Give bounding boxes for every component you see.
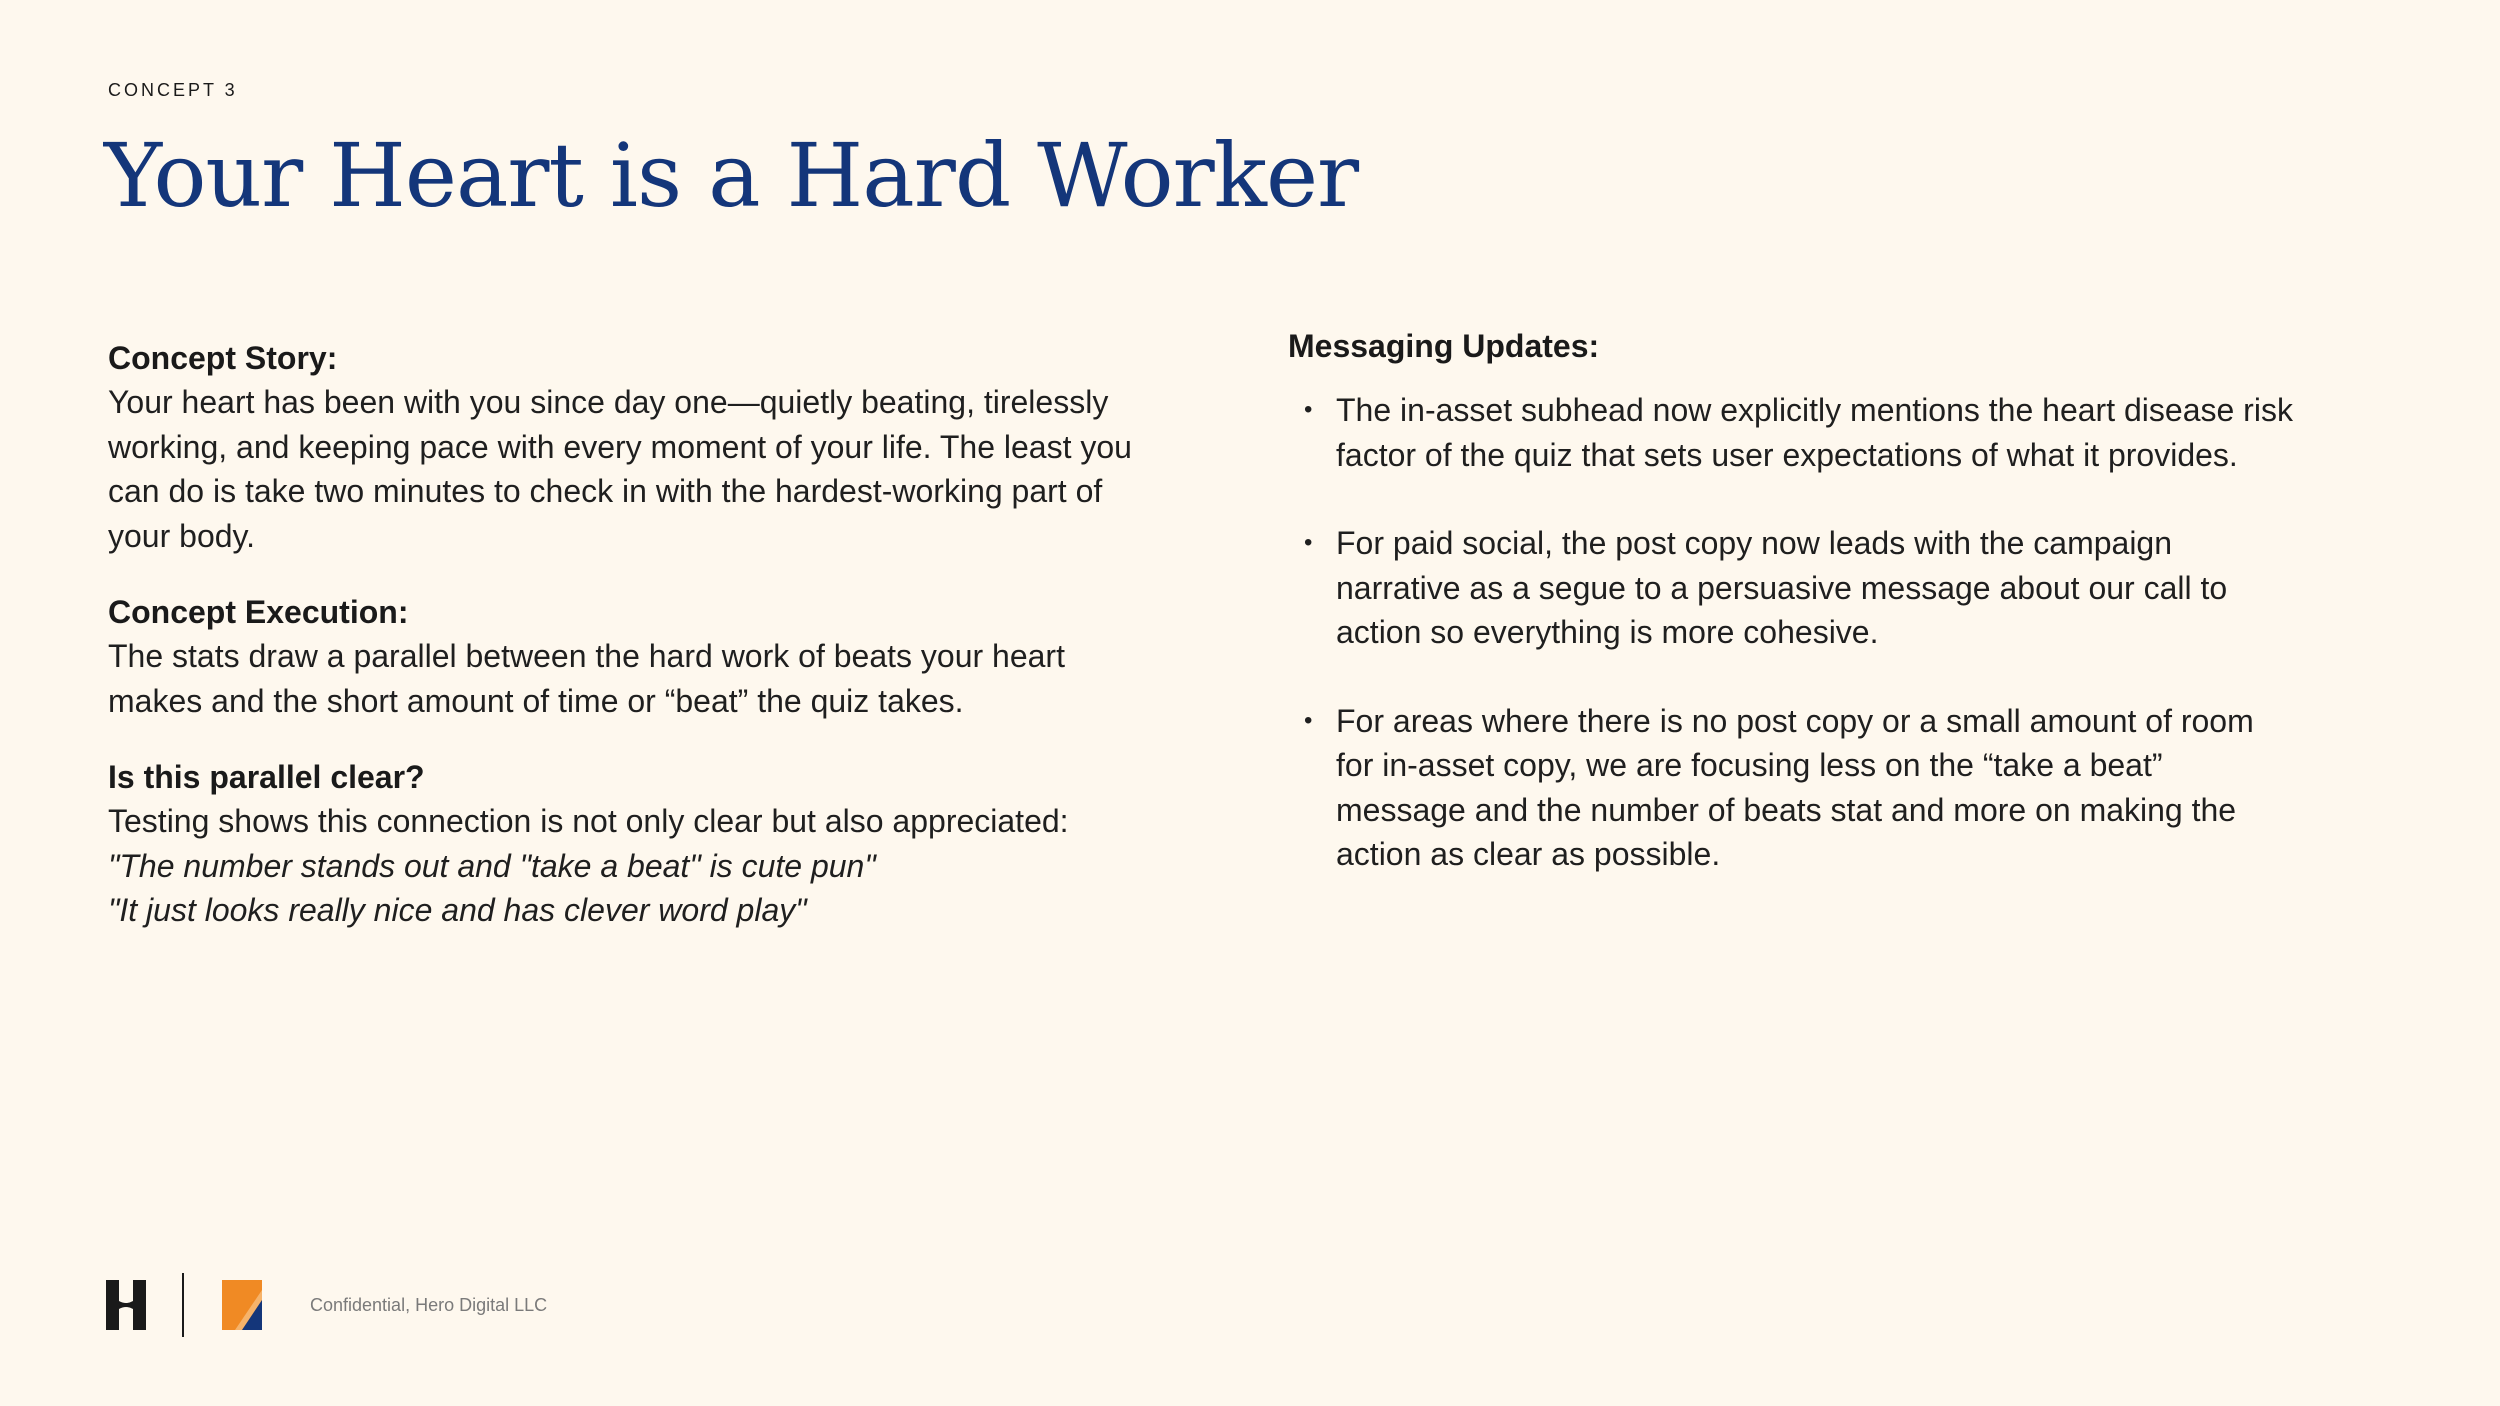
parallel-heading: Is this parallel clear? xyxy=(108,759,425,795)
concept-eyebrow: CONCEPT 3 xyxy=(108,80,238,100)
messaging-updates-heading: Messaging Updates: xyxy=(1288,328,1600,364)
testing-quote: "The number stands out and "take a beat" is cute pun" xyxy=(108,847,876,884)
list-item-text: For areas where there is no post copy or a small amount of room for in-asset copy, we are focusing less on the “take a beat” message and the number of beats stat and more on making the action as clear as possible. xyxy=(1336,702,2254,872)
list-item-text: The in-asset subhead now explicitly mentions the heart disease risk factor of the quiz that sets user expectations of what it provides. xyxy=(1336,392,2293,473)
footer xyxy=(106,1272,547,1338)
bullet-icon: • xyxy=(1304,529,1313,556)
bullet-icon: • xyxy=(1304,396,1313,423)
list-item xyxy=(1288,521,2298,655)
concept-story-heading: Concept Story: xyxy=(108,340,338,376)
concept-execution-heading: Concept Execution: xyxy=(108,594,409,630)
bullet-icon: • xyxy=(1304,706,1313,734)
concept-execution-text: The stats draw a parallel between the hard work of beats your heart makes and the short amount of time or “beat” the quiz takes. xyxy=(108,638,1065,719)
partner-logo-icon xyxy=(222,1280,262,1330)
list-item-text: For paid social, the post copy now leads with the campaign narrative as a segue to a persuasive message about our call to action so everything is more cohesive. xyxy=(1336,525,2228,650)
hero-digital-logo-icon xyxy=(106,1280,146,1330)
parallel-section xyxy=(108,755,1168,933)
list-item xyxy=(1288,699,2298,877)
messaging-updates-list xyxy=(1288,388,2298,877)
concept-story-text: Your heart has been with you since day one—quietly beating, tirelessly working, and keeping pace with every moment of your life. The least you can do is take two minutes to check in with the hardest-working part of your body. xyxy=(108,384,1132,554)
page-title: Your Heart is a Hard Worker xyxy=(104,124,1359,227)
parallel-text: Testing shows this connection is not only clear but also appreciated: xyxy=(108,803,1069,839)
hero-logo-mark xyxy=(106,1280,146,1330)
left-column xyxy=(108,336,1168,965)
right-column xyxy=(1288,324,2298,921)
list-item xyxy=(1288,388,2298,477)
concept-execution-section xyxy=(108,590,1168,723)
concept-story-section xyxy=(108,336,1168,558)
confidential-notice: Confidential, Hero Digital LLC xyxy=(310,1294,548,1315)
testing-quote: "It just looks really nice and has clever word play" xyxy=(108,892,807,928)
logo-divider xyxy=(182,1273,184,1337)
